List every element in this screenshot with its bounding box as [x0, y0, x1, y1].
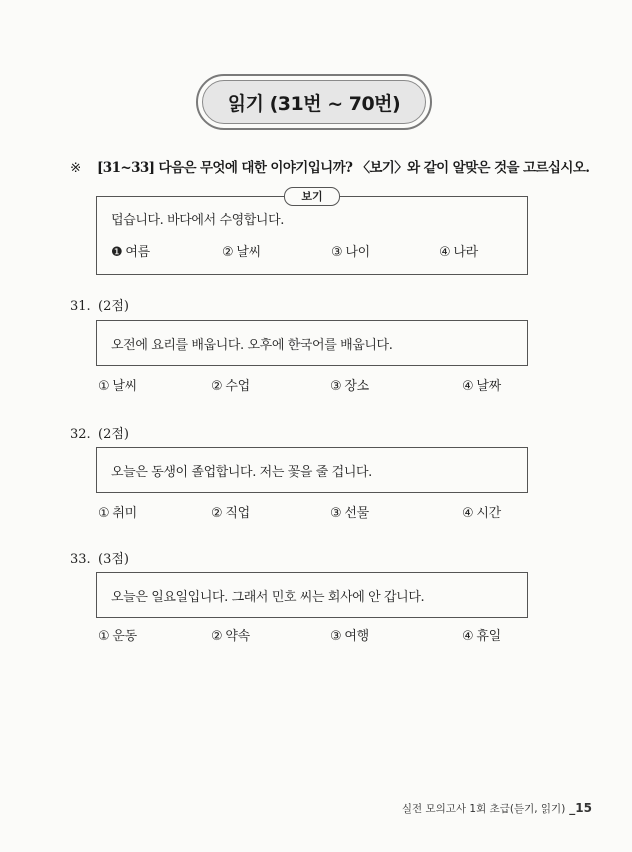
q32-option-4[interactable]	[462, 502, 501, 521]
option-text: 여행	[344, 629, 369, 644]
question-points: (2점)	[98, 427, 129, 442]
question-33-sentence: 오늘은 일요일입니다. 그래서 민호 씨는 회사에 안 갑니다.	[111, 590, 425, 605]
example-option-1	[111, 241, 150, 260]
section-title: 읽기 (31번 ~ 70번)	[202, 80, 426, 124]
option-number: ④	[439, 245, 451, 260]
example-options	[97, 241, 527, 259]
footer-text: 실전 모의고사 1회 초급(듣기, 읽기)	[401, 803, 566, 815]
question-31-box	[96, 320, 528, 366]
option-text: 나이	[345, 245, 370, 260]
q31-option-4[interactable]	[462, 375, 501, 394]
q31-option-1[interactable]	[98, 375, 137, 394]
q31-option-2[interactable]	[211, 375, 250, 394]
question-32-box	[96, 447, 528, 493]
option-number: ④	[462, 629, 474, 644]
q31-option-3[interactable]	[330, 375, 369, 394]
option-text: 수업	[225, 379, 250, 394]
option-number: ③	[330, 506, 342, 521]
page-footer	[402, 801, 592, 816]
question-33-box	[96, 572, 528, 618]
option-number: ③	[330, 379, 342, 394]
option-number: ②	[222, 245, 234, 260]
option-number: ②	[211, 379, 223, 394]
option-text: 날씨	[112, 379, 137, 394]
q33-option-1[interactable]	[98, 625, 137, 644]
option-number: ①	[98, 379, 110, 394]
option-text: 시간	[476, 506, 501, 521]
q32-option-1[interactable]	[98, 502, 137, 521]
question-32-sentence: 오늘은 동생이 졸업합니다. 저는 꽃을 줄 겁니다.	[111, 465, 372, 480]
option-text: 날씨	[236, 245, 261, 260]
option-text: 직업	[225, 506, 250, 521]
option-text: 약속	[225, 629, 250, 644]
question-31-sentence: 오전에 요리를 배웁니다. 오후에 한국어를 배웁니다.	[111, 338, 393, 353]
question-number: 32.	[70, 427, 91, 442]
instruction-text: [31~33] 다음은 무엇에 대한 이야기입니까? 〈보기〉와 같이 알맞은 것을 고르십시오.	[97, 160, 590, 176]
option-text: 여름	[125, 245, 150, 260]
instruction	[70, 156, 590, 176]
page-number: _15	[569, 801, 592, 815]
question-number: 31.	[70, 299, 91, 314]
q32-option-2[interactable]	[211, 502, 250, 521]
option-text: 운동	[112, 629, 137, 644]
question-33-options	[98, 625, 528, 643]
q32-option-3[interactable]	[330, 502, 369, 521]
example-label: 보기	[284, 187, 340, 206]
option-text: 선물	[344, 506, 369, 521]
question-32-header	[70, 423, 129, 442]
question-number: 33.	[70, 552, 91, 567]
question-32-options	[98, 502, 528, 520]
question-points: (2점)	[98, 299, 129, 314]
example-option-3	[331, 241, 370, 260]
option-text: 장소	[344, 379, 369, 394]
example-option-2	[222, 241, 261, 260]
option-number: ①	[98, 629, 110, 644]
example-box	[96, 196, 528, 275]
option-number: ②	[211, 629, 223, 644]
question-31-header	[70, 295, 129, 314]
option-number: ③	[331, 245, 343, 260]
option-number: ③	[330, 629, 342, 644]
option-number: ④	[462, 379, 474, 394]
question-points: (3점)	[98, 552, 129, 567]
question-33-header	[70, 548, 129, 567]
section-title-frame	[196, 74, 432, 130]
option-text: 취미	[112, 506, 137, 521]
option-number: ④	[462, 506, 474, 521]
option-number: ①	[98, 506, 110, 521]
option-text: 나라	[453, 245, 478, 260]
option-text: 휴일	[476, 629, 501, 644]
reference-mark-icon: ※	[70, 160, 81, 176]
q33-option-3[interactable]	[330, 625, 369, 644]
option-text: 날짜	[476, 379, 501, 394]
answer-filled-icon: ❶	[111, 245, 123, 260]
example-option-4	[439, 241, 478, 260]
example-sentence: 덥습니다. 바다에서 수영합니다.	[111, 213, 284, 228]
question-31-options	[98, 375, 528, 393]
option-number: ②	[211, 506, 223, 521]
q33-option-2[interactable]	[211, 625, 250, 644]
q33-option-4[interactable]	[462, 625, 501, 644]
